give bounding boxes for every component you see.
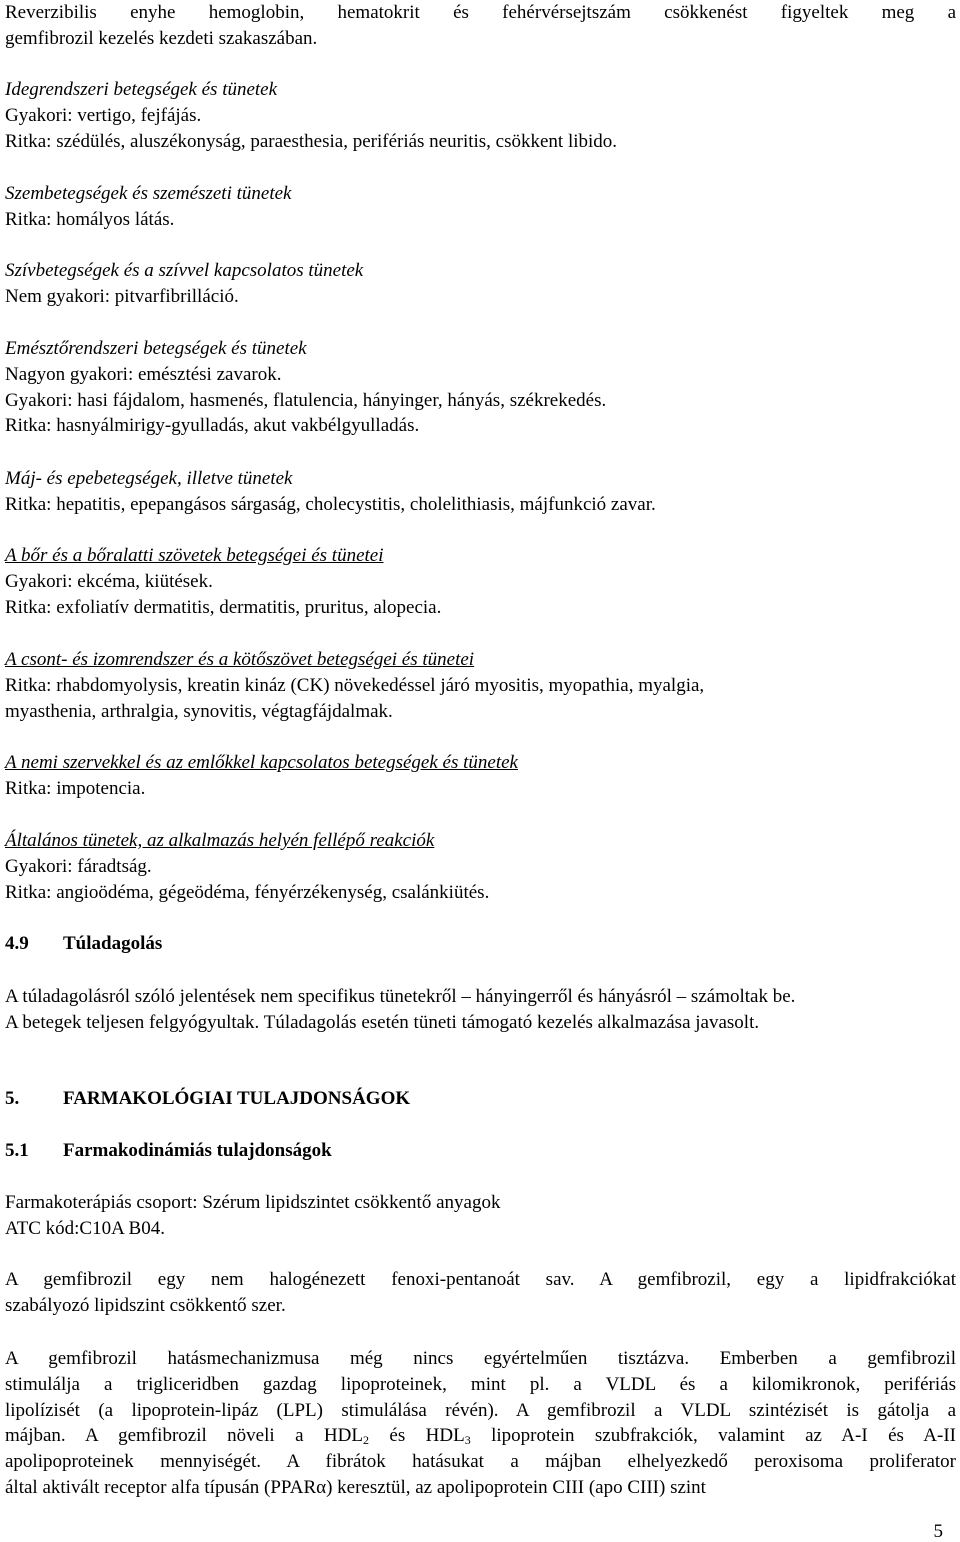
reproductive-section — [5, 750, 956, 802]
text-line: Reverzibilis enyhe hemoglobin, hematokrit és fehérvérsejtszám csökkenést figyeltek meg a — [5, 2, 956, 23]
mechanism-paragraph — [5, 1346, 956, 1501]
text-line: A gemfibrozil hatásmechanizmusa még nincs egyértelműen tisztázva. Emberben a gemfibrozil — [5, 1348, 956, 1369]
text-line: Gyakori: hasi fájdalom, hasmenés, flatulencia, hányinger, hányás, székrekedés. — [5, 389, 607, 411]
section-number: 5. — [5, 1088, 20, 1109]
nervous-system-section — [5, 77, 956, 154]
text-line: Ritka: hepatitis, epepangásos sárgaság, cholecystitis, cholelithiasis, májfunkció zavar. — [5, 493, 656, 515]
text-line: A gemfibrozil egy nem halogénezett fenoxi-pentanoát sav. A gemfibrozil, egy a lipidfrakciókat — [5, 1269, 956, 1290]
text-run: májban. A gemfibrozil növeli a HDL — [5, 1425, 363, 1447]
gemfibrozil-description-paragraph — [5, 1267, 956, 1319]
eye-section — [5, 181, 956, 233]
text-line: gemfibrozil kezelés kezdeti szakaszában. — [5, 27, 318, 49]
subscript: 2 — [362, 1433, 369, 1448]
liver-section — [5, 466, 956, 518]
text-line: által aktivált receptor alfa típusán (PPARα) keresztül, az apolipoprotein CIII (apo CIII) szint — [5, 1476, 706, 1498]
section-title: FARMAKOLÓGIAI TULAJDONSÁGOK — [63, 1088, 411, 1109]
section-heading: A nemi szervekkel és az emlőkkel kapcsolatos betegségek és tünetek — [5, 752, 518, 773]
text-line: Farmakoterápiás csoport: Szérum lipidszintet csökkentő anyagok — [5, 1192, 501, 1213]
text-line: Ritka: rhabdomyolysis, kreatin kináz (CK) növekedéssel járó myositis, myopathia, myalgia, — [5, 674, 705, 696]
section-number: 4.9 — [5, 933, 29, 954]
section-heading: Máj- és epebetegségek, illetve tünetek — [5, 468, 293, 489]
section-5-1-heading — [5, 1138, 956, 1164]
section-title: Farmakodinámiás tulajdonságok — [63, 1140, 332, 1161]
text-line: apolipoproteinek mennyiségét. A fibrátok hatásukat a májban elhelyezkedő peroxisoma proliferator — [5, 1451, 956, 1473]
text-line: Ritka: szédülés, aluszékonyság, paraesthesia, perifériás neuritis, csökkent libido. — [5, 130, 618, 152]
text-line: lipolízisét (a lipoprotein-lipáz (LPL) stimulálása révén). A gemfibrozil a VLDL szintézisét is gátolja a — [5, 1399, 956, 1421]
text-line — [5, 1423, 956, 1449]
text-line: szabályozó lipidszint csökkentő szer. — [5, 1294, 286, 1316]
text-line: myasthenia, arthralgia, synovitis, végtagfájdalmak. — [5, 700, 393, 722]
text-line: ATC kód:C10A B04. — [5, 1217, 165, 1239]
text-line: stimulálja a trigliceridben gazdag lipoproteinek, mint pl. a VLDL és a kilomikronok, perifériás — [5, 1373, 956, 1395]
text-line: Ritka: homályos látás. — [5, 208, 175, 230]
skin-section — [5, 543, 956, 620]
musculoskeletal-section — [5, 647, 956, 724]
page-number: 5 — [933, 1521, 943, 1542]
text-run: és HDL — [368, 1425, 465, 1447]
text-run: lipoprotein szubfrakciók, valamint az A-I és A-II — [470, 1425, 956, 1447]
section-number: 5.1 — [5, 1140, 29, 1161]
text-line: Ritka: impotencia. — [5, 777, 146, 799]
text-line: Gyakori: fáradtság. — [5, 855, 152, 877]
text-line: Ritka: exfoliatív dermatitis, dermatitis, pruritus, alopecia. — [5, 596, 442, 618]
section-heading: Általános tünetek, az alkalmazás helyén fellépő reakciók — [5, 830, 435, 851]
text-line: Ritka: hasnyálmirigy-gyulladás, akut vakbélgyulladás. — [5, 415, 420, 437]
overdose-paragraph — [5, 984, 956, 1036]
heart-section — [5, 258, 956, 310]
section-5-heading — [5, 1086, 956, 1112]
text-line: Gyakori: vertigo, fejfájás. — [5, 104, 202, 126]
general-disorders-section — [5, 828, 956, 905]
intro-paragraph — [5, 0, 956, 52]
text-line: Nagyon gyakori: emésztési zavarok. — [5, 363, 282, 385]
text-line: A túladagolásról szóló jelentések nem specifikus tünetekről – hányingerről és hányásról – számoltak be. — [5, 986, 796, 1007]
section-title: Túladagolás — [63, 933, 163, 954]
subscript: 3 — [464, 1433, 471, 1448]
text-line: A betegek teljesen felgyógyultak. Túladagolás esetén tüneti támogató kezelés alkalmazása javasolt. — [5, 1011, 760, 1033]
section-heading: A bőr és a bőralatti szövetek betegségei és tünetei — [5, 545, 384, 566]
pharmacotherapeutic-group-paragraph — [5, 1190, 956, 1242]
section-heading: Szívbetegségek és a szívvel kapcsolatos tünetek — [5, 260, 364, 281]
section-heading: Idegrendszeri betegségek és tünetek — [5, 79, 278, 100]
section-4-9-heading — [5, 931, 956, 957]
text-line: Nem gyakori: pitvarfibrilláció. — [5, 285, 239, 307]
section-heading: A csont- és izomrendszer és a kötőszövet betegségei és tünetei — [5, 649, 475, 670]
section-heading: Emésztőrendszeri betegségek és tünetek — [5, 338, 307, 359]
text-line: Gyakori: ekcéma, kiütések. — [5, 570, 213, 592]
gastrointestinal-section — [5, 336, 956, 439]
text-line: Ritka: angioödéma, gégeödéma, fényérzékenység, csalánkiütés. — [5, 881, 490, 903]
section-heading: Szembetegségek és szemészeti tünetek — [5, 183, 292, 204]
